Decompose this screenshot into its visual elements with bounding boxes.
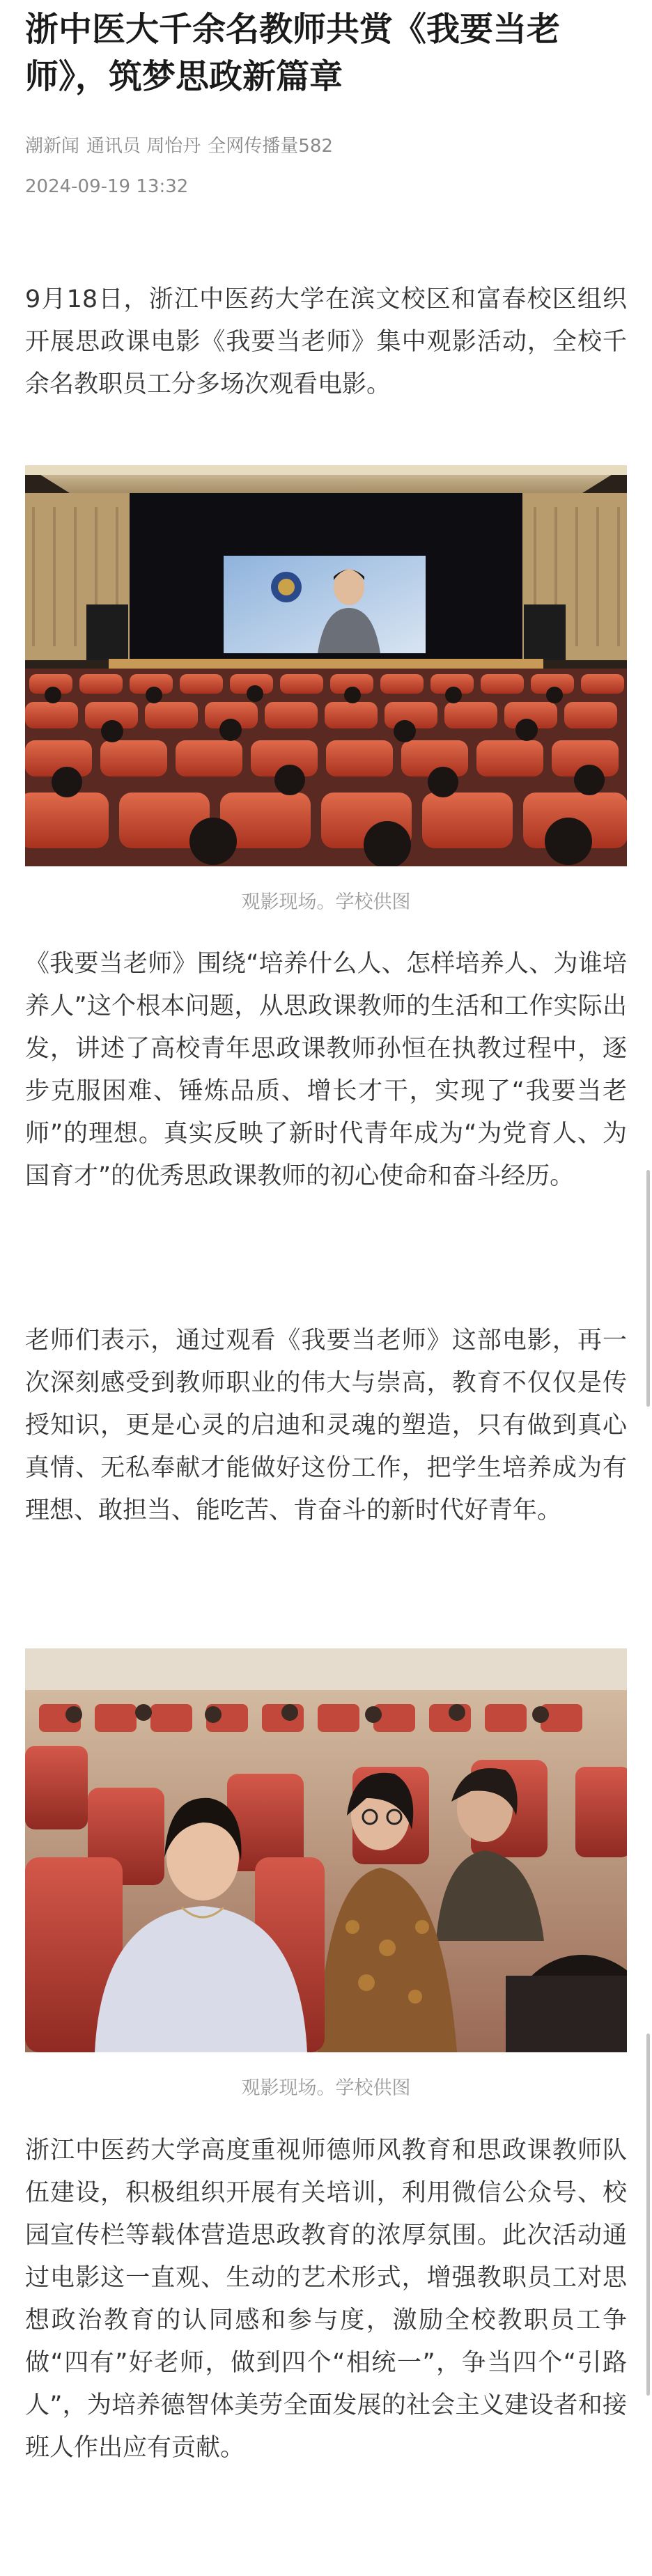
article-meta	[25, 134, 340, 159]
paragraph-4: 浙江中医药大学高度重视师德师风教育和思政课教师队伍建设，积极组织开展有关培训，利用微信公众号、校园宣传栏等载体营造思政教育的浓厚氛围。此次活动通过电影这一直观、生动的艺术形式，增强教职员工对思想政治教育的认同感和参与度，激励全校教职员工争做“四有”好老师，做到四个“相统一”，争当四个“引路人”，为培养德智体美劳全面发展的社会主义建设者和接班人作出应有贡献。	[25, 2137, 627, 2462]
paragraph-3: 老师们表示，通过观看《我要当老师》这部电影，再一次深刻感受到教师职业的伟大与崇高，教育不仅仅是传授知识，更是心灵的启迪和灵魂的塑造，只有做到真心真情、无私奉献才能做好这份工作，把学生培养成为有理想、敢担当、能吃苦、肯奋斗的新时代好青年。	[25, 1327, 627, 1524]
scrollbar-thumb-lower[interactable]	[646, 2034, 650, 2396]
photo-caption-2: 观影现场。学校供图	[241, 2077, 411, 2099]
article-title: 浙中医大千余名教师共赏《我要当老师》，筑梦思政新篇章	[25, 10, 561, 96]
paragraph-2: 《我要当老师》围绕“培养什么人、怎样培养人、为谁培养人”这个根本问题，从思政课教师的生活和工作实际出发，讲述了高校青年思政课教师孙恒在执教过程中，逐步克服困难、锤炼品质、增长才干，实现了“我要当老师”的理想。真实反映了新时代青年成为“为党育人、为国育才”的优秀思政课教师的初心使命和奋斗经历。	[25, 950, 627, 1190]
audience-image	[25, 1648, 627, 2052]
reach-label: 全网传播量582	[208, 136, 333, 157]
cinema-hall-image	[25, 465, 627, 866]
photo-caption-1: 观影现场。学校供图	[241, 891, 411, 913]
scrollbar-thumb[interactable]	[646, 1170, 650, 1407]
photo-audience-closeup[interactable]	[25, 1648, 627, 2052]
publish-time: 2024-09-19 13:32	[25, 176, 189, 197]
photo-cinema-hall[interactable]	[25, 465, 627, 866]
paragraph-1: 9月18日，浙江中医药大学在滨文校区和富春校区组织开展思政课电影《我要当老师》集中观影活动，全校千余名教职员工分多场次观看电影。	[25, 286, 627, 398]
correspondent-label: 通讯员 周怡丹	[86, 136, 201, 157]
source-label[interactable]: 潮新闻	[25, 136, 80, 157]
